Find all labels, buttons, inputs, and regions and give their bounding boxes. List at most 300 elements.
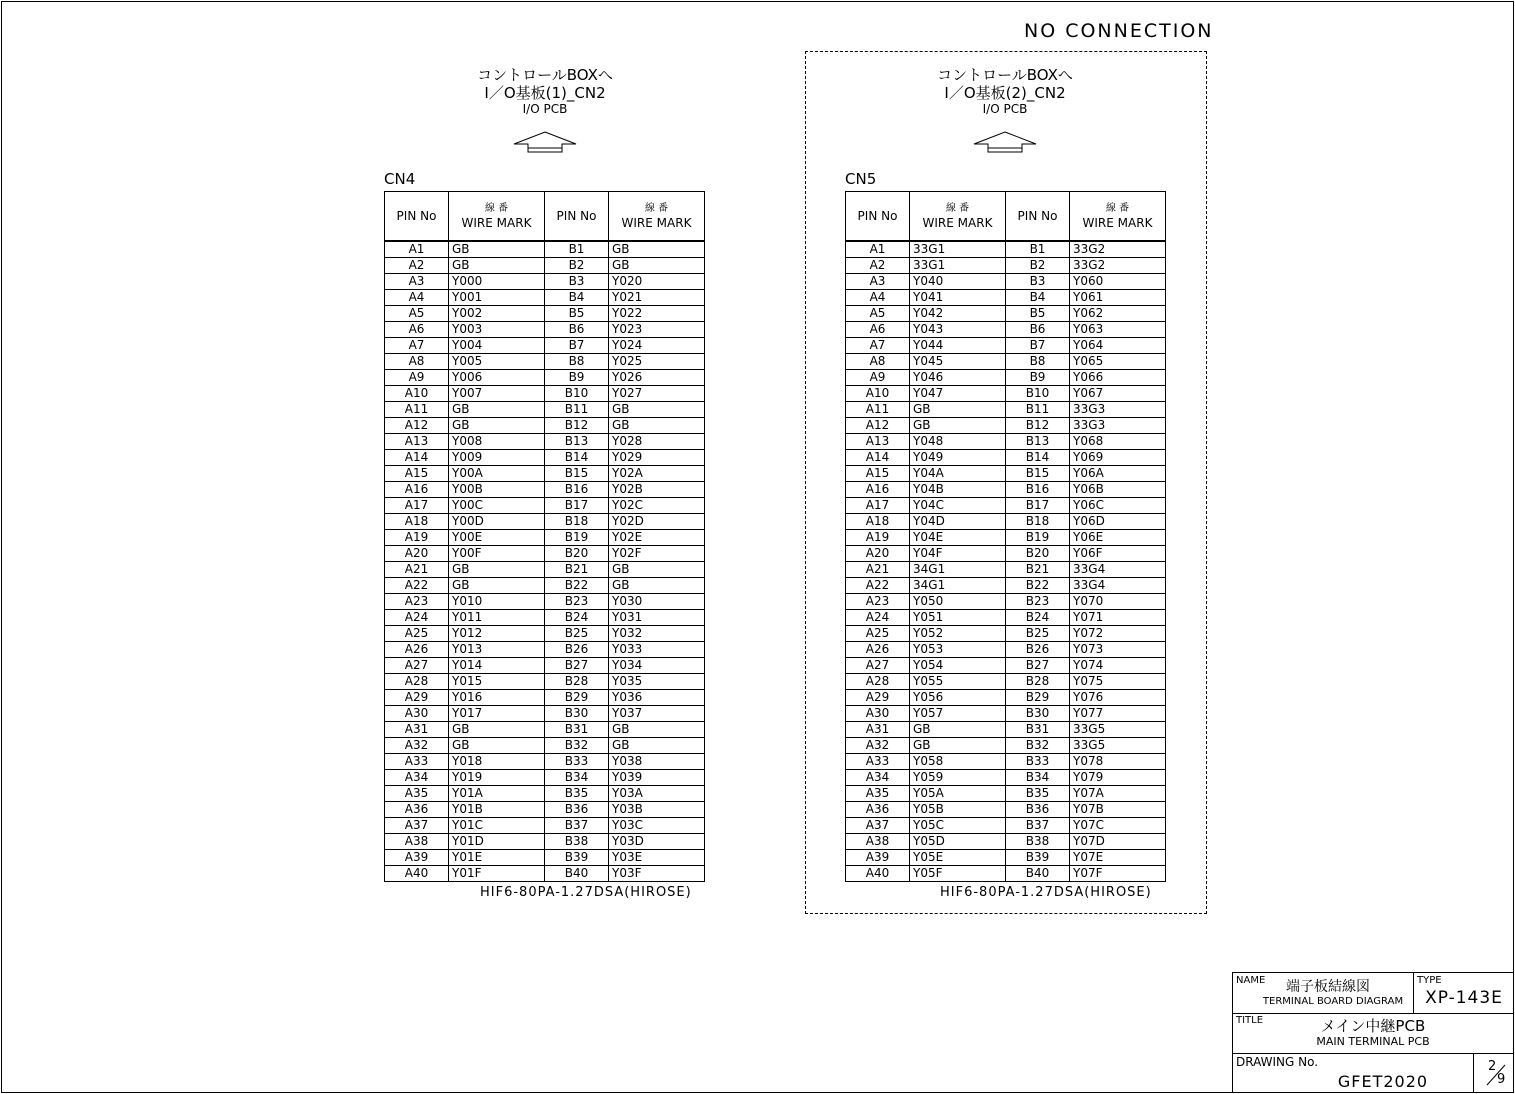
pin-b-cell: B14 (545, 450, 609, 466)
pin-a-cell: A12 (385, 418, 449, 434)
table-row (846, 402, 1166, 418)
left-header-jp: コントロールBOXへ (477, 66, 613, 84)
table-row (385, 258, 705, 274)
wire-mark-b-cell: Y072 (1070, 626, 1166, 642)
wire-mark-a-cell: Y00E (449, 530, 545, 546)
pin-a-cell: A11 (385, 402, 449, 418)
wire-mark-b-cell: Y077 (1070, 706, 1166, 722)
wire-mark-a-cell: Y004 (449, 338, 545, 354)
pin-a-cell: A8 (385, 354, 449, 370)
table-row (385, 450, 705, 466)
wire-mark-a-cell: Y044 (910, 338, 1006, 354)
wire-mark-a-cell: 34G1 (910, 578, 1006, 594)
wire-mark-b-cell: Y03A (609, 786, 705, 802)
wire-mark-b-cell: Y037 (609, 706, 705, 722)
pin-b-cell: B15 (545, 466, 609, 482)
pin-a-cell: A28 (385, 674, 449, 690)
wire-mark-a-cell: GB (910, 738, 1006, 754)
left-header-board: I／O基板(1)_CN2 (484, 84, 606, 102)
wire-mark-a-cell: Y011 (449, 610, 545, 626)
table-row (385, 770, 705, 786)
wire-mark-b-cell: Y025 (609, 354, 705, 370)
wire-mark-a-cell: Y05C (910, 818, 1006, 834)
wire-mark-a-cell: Y054 (910, 658, 1006, 674)
left-col-pin-b: PIN No (545, 192, 609, 242)
wire-mark-a-cell: GB (449, 722, 545, 738)
table-row (385, 802, 705, 818)
pin-b-cell: B9 (1006, 370, 1070, 386)
wire-mark-b-cell: Y030 (609, 594, 705, 610)
pin-a-cell: A18 (846, 514, 910, 530)
pin-a-cell: A33 (385, 754, 449, 770)
pin-a-cell: A14 (385, 450, 449, 466)
wire-mark-b-cell: Y060 (1070, 274, 1166, 290)
right-header-board: I／O基板(2)_CN2 (944, 84, 1066, 102)
pin-b-cell: B2 (545, 258, 609, 274)
table-row (846, 866, 1166, 882)
pin-b-cell: B22 (1006, 578, 1070, 594)
wire-mark-a-cell: GB (449, 738, 545, 754)
pin-b-cell: B5 (545, 306, 609, 322)
pin-a-cell: A39 (385, 850, 449, 866)
wire-mark-b-cell: Y069 (1070, 450, 1166, 466)
wire-mark-a-cell: Y003 (449, 322, 545, 338)
table-row (846, 434, 1166, 450)
table-row (385, 642, 705, 658)
pin-b-cell: B28 (545, 674, 609, 690)
wire-mark-a-cell: Y005 (449, 354, 545, 370)
wire-mark-a-cell: Y013 (449, 642, 545, 658)
pin-a-cell: A31 (846, 722, 910, 738)
wire-mark-b-cell: Y06F (1070, 546, 1166, 562)
pin-a-cell: A40 (385, 866, 449, 882)
pin-b-cell: B31 (545, 722, 609, 738)
pin-b-cell: B33 (545, 754, 609, 770)
wire-mark-a-cell: Y01A (449, 786, 545, 802)
table-row (846, 274, 1166, 290)
wire-mark-b-cell: 33G2 (1070, 258, 1166, 274)
wire-mark-b-cell: Y033 (609, 642, 705, 658)
pin-a-cell: A21 (385, 562, 449, 578)
pin-a-cell: A25 (846, 626, 910, 642)
pin-b-cell: B17 (545, 498, 609, 514)
pin-a-cell: A16 (846, 482, 910, 498)
table-row (846, 530, 1166, 546)
table-row (385, 834, 705, 850)
wire-mark-a-cell: Y050 (910, 594, 1006, 610)
wire-mark-b-cell: Y029 (609, 450, 705, 466)
pin-b-cell: B12 (545, 418, 609, 434)
pin-a-cell: A36 (385, 802, 449, 818)
table-row (385, 690, 705, 706)
wire-mark-b-cell: Y03F (609, 866, 705, 882)
table-row (385, 626, 705, 642)
wire-mark-b-cell: Y065 (1070, 354, 1166, 370)
wire-mark-a-cell: GB (449, 562, 545, 578)
wire-mark-a-cell: Y015 (449, 674, 545, 690)
pin-a-cell: A18 (385, 514, 449, 530)
wire-mark-a-cell: Y04D (910, 514, 1006, 530)
pin-b-cell: B27 (545, 658, 609, 674)
table-row (385, 866, 705, 882)
pin-b-cell: B17 (1006, 498, 1070, 514)
pin-a-cell: A38 (846, 834, 910, 850)
wire-mark-a-cell: Y002 (449, 306, 545, 322)
table-row (846, 546, 1166, 562)
wire-mark-a-cell: Y05D (910, 834, 1006, 850)
right-header (905, 66, 1105, 117)
wire-mark-b-cell: 33G3 (1070, 418, 1166, 434)
no-connection-label: NO CONNECTION (1024, 20, 1214, 42)
pin-b-cell: B26 (1006, 642, 1070, 658)
wire-mark-b-cell: Y027 (609, 386, 705, 402)
wire-mark-a-cell: GB (449, 241, 545, 258)
table-row (846, 834, 1166, 850)
pin-a-cell: A6 (846, 322, 910, 338)
wire-mark-a-cell: Y041 (910, 290, 1006, 306)
pin-a-cell: A4 (846, 290, 910, 306)
wire-mark-a-cell: Y00C (449, 498, 545, 514)
pin-b-cell: B25 (1006, 626, 1070, 642)
wire-mark-b-cell: Y03D (609, 834, 705, 850)
pin-b-cell: B37 (545, 818, 609, 834)
right-header-pcb: I/O PCB (982, 102, 1028, 116)
wire-mark-b-cell: Y06C (1070, 498, 1166, 514)
wire-mark-b-cell: Y06A (1070, 466, 1166, 482)
wire-mark-b-cell: Y066 (1070, 370, 1166, 386)
wire-mark-a-cell: Y056 (910, 690, 1006, 706)
pin-a-cell: A35 (385, 786, 449, 802)
pin-b-cell: B34 (545, 770, 609, 786)
pin-b-cell: B1 (1006, 241, 1070, 258)
wire-mark-b-cell: 33G5 (1070, 738, 1166, 754)
wire-mark-a-cell: Y045 (910, 354, 1006, 370)
pin-a-cell: A22 (846, 578, 910, 594)
pin-b-cell: B38 (1006, 834, 1070, 850)
table-row (385, 338, 705, 354)
wire-mark-a-cell: Y00F (449, 546, 545, 562)
pin-b-cell: B3 (545, 274, 609, 290)
wire-mark-b-cell: Y020 (609, 274, 705, 290)
pin-b-cell: B4 (1006, 290, 1070, 306)
table-row (846, 450, 1166, 466)
table-row (846, 594, 1166, 610)
pin-b-cell: B16 (545, 482, 609, 498)
left-col-pin-a: PIN No (385, 192, 449, 242)
wire-mark-a-cell: Y008 (449, 434, 545, 450)
pin-a-cell: A4 (385, 290, 449, 306)
wire-mark-a-cell: Y05F (910, 866, 1006, 882)
pin-a-cell: A32 (846, 738, 910, 754)
name-jp: 端子板結線図 (1286, 979, 1370, 995)
pin-b-cell: B35 (1006, 786, 1070, 802)
pin-a-cell: A5 (385, 306, 449, 322)
pin-b-cell: B24 (1006, 610, 1070, 626)
pin-a-cell: A15 (385, 466, 449, 482)
wire-mark-a-cell: Y00B (449, 482, 545, 498)
table-row (846, 722, 1166, 738)
wire-mark-b-cell: Y079 (1070, 770, 1166, 786)
wire-mark-b-cell: Y068 (1070, 434, 1166, 450)
wire-mark-a-cell: Y05E (910, 850, 1006, 866)
right-col-pin-b: PIN No (1006, 192, 1070, 242)
wire-mark-a-cell: Y01B (449, 802, 545, 818)
wire-mark-b-cell: Y071 (1070, 610, 1166, 626)
table-row (846, 802, 1166, 818)
wire-mark-b-cell: GB (609, 258, 705, 274)
table-row (846, 258, 1166, 274)
wire-mark-b-cell: Y073 (1070, 642, 1166, 658)
wire-mark-a-cell: Y01C (449, 818, 545, 834)
pin-a-cell: A20 (385, 546, 449, 562)
table-row (846, 498, 1166, 514)
wire-mark-a-cell: Y057 (910, 706, 1006, 722)
title-en: MAIN TERMINAL PCB (1316, 1035, 1430, 1048)
pin-b-cell: B33 (1006, 754, 1070, 770)
table-row (846, 482, 1166, 498)
pin-b-cell: B28 (1006, 674, 1070, 690)
wire-mark-b-cell: Y070 (1070, 594, 1166, 610)
pin-a-cell: A14 (846, 450, 910, 466)
table-row (385, 546, 705, 562)
table-row (846, 706, 1166, 722)
pin-b-cell: B10 (1006, 386, 1070, 402)
pin-b-cell: B1 (545, 241, 609, 258)
wire-mark-b-cell: Y07C (1070, 818, 1166, 834)
wire-mark-b-cell: Y036 (609, 690, 705, 706)
right-cn-label: CN5 (845, 170, 877, 188)
pin-a-cell: A1 (385, 241, 449, 258)
pin-a-cell: A35 (846, 786, 910, 802)
table-row (385, 674, 705, 690)
wire-mark-a-cell: Y04A (910, 466, 1006, 482)
wire-mark-a-cell: Y019 (449, 770, 545, 786)
right-col-mark-b: 線 番 WIRE MARK (1070, 192, 1166, 242)
pin-a-cell: A26 (385, 642, 449, 658)
pin-a-cell: A13 (846, 434, 910, 450)
table-row (846, 241, 1166, 258)
pin-a-cell: A34 (846, 770, 910, 786)
right-col-mark-a: 線 番 WIRE MARK (910, 192, 1006, 242)
pin-a-cell: A27 (385, 658, 449, 674)
wire-mark-a-cell: Y014 (449, 658, 545, 674)
pin-a-cell: A24 (846, 610, 910, 626)
pin-b-cell: B4 (545, 290, 609, 306)
pin-b-cell: B30 (545, 706, 609, 722)
table-row (846, 674, 1166, 690)
table-row (846, 738, 1166, 754)
wire-mark-b-cell: GB (609, 562, 705, 578)
pin-b-cell: B7 (545, 338, 609, 354)
wire-mark-a-cell: 33G1 (910, 241, 1006, 258)
wire-mark-b-cell: 33G5 (1070, 722, 1166, 738)
pin-b-cell: B25 (545, 626, 609, 642)
wire-mark-b-cell: Y03B (609, 802, 705, 818)
wire-mark-a-cell: 33G1 (910, 258, 1006, 274)
title-jp: メイン中継PCB (1320, 1017, 1426, 1035)
table-row (846, 370, 1166, 386)
wire-mark-b-cell: GB (609, 241, 705, 258)
wire-mark-b-cell: GB (609, 722, 705, 738)
pin-b-cell: B24 (545, 610, 609, 626)
right-arrow-up-icon (972, 130, 1038, 154)
pin-b-cell: B11 (1006, 402, 1070, 418)
wire-mark-b-cell: 33G4 (1070, 578, 1166, 594)
pin-a-cell: A6 (385, 322, 449, 338)
left-table-header (385, 192, 705, 242)
wire-mark-b-cell: Y02E (609, 530, 705, 546)
table-row (846, 514, 1166, 530)
type-label: TYPE (1417, 975, 1442, 986)
table-row (385, 482, 705, 498)
pin-b-cell: B23 (1006, 594, 1070, 610)
wire-mark-b-cell: Y07D (1070, 834, 1166, 850)
table-row (385, 738, 705, 754)
pin-b-cell: B39 (545, 850, 609, 866)
wire-mark-a-cell: GB (449, 402, 545, 418)
wire-mark-a-cell: 34G1 (910, 562, 1006, 578)
wire-mark-a-cell: Y058 (910, 754, 1006, 770)
table-row (846, 850, 1166, 866)
wire-mark-a-cell: Y009 (449, 450, 545, 466)
wire-mark-b-cell: Y064 (1070, 338, 1166, 354)
wire-mark-a-cell: GB (910, 402, 1006, 418)
type-value: XP-143E (1425, 988, 1503, 1008)
pin-a-cell: A37 (385, 818, 449, 834)
wire-mark-b-cell: GB (609, 578, 705, 594)
wire-mark-b-cell: Y063 (1070, 322, 1166, 338)
table-row (385, 562, 705, 578)
wire-mark-b-cell: Y062 (1070, 306, 1166, 322)
table-row (846, 418, 1166, 434)
table-row (385, 370, 705, 386)
pin-b-cell: B6 (1006, 322, 1070, 338)
wire-mark-b-cell: Y02A (609, 466, 705, 482)
pin-b-cell: B26 (545, 642, 609, 658)
pin-a-cell: A30 (385, 706, 449, 722)
drawing-label: DRAWING No. (1236, 1055, 1319, 1069)
sheet-number: 2 (1488, 1059, 1497, 1074)
pin-b-cell: B20 (545, 546, 609, 562)
left-arrow-up-icon (512, 130, 578, 154)
wire-mark-b-cell: Y076 (1070, 690, 1166, 706)
pin-b-cell: B29 (1006, 690, 1070, 706)
pin-b-cell: B31 (1006, 722, 1070, 738)
pin-a-cell: A21 (846, 562, 910, 578)
pin-a-cell: A37 (846, 818, 910, 834)
table-row (385, 290, 705, 306)
wire-mark-a-cell: Y04B (910, 482, 1006, 498)
table-row (846, 642, 1166, 658)
left-header-pcb: I/O PCB (522, 102, 568, 116)
title-block (1232, 972, 1513, 1092)
pin-b-cell: B7 (1006, 338, 1070, 354)
pin-a-cell: A17 (846, 498, 910, 514)
table-row (846, 562, 1166, 578)
table-row (385, 850, 705, 866)
name-en: TERMINAL BOARD DIAGRAM (1262, 996, 1404, 1007)
table-row (385, 402, 705, 418)
table-row (385, 786, 705, 802)
pin-a-cell: A8 (846, 354, 910, 370)
pin-b-cell: B15 (1006, 466, 1070, 482)
wire-mark-b-cell: 33G3 (1070, 402, 1166, 418)
wire-mark-a-cell: Y043 (910, 322, 1006, 338)
pin-a-cell: A26 (846, 642, 910, 658)
pin-a-cell: A20 (846, 546, 910, 562)
table-row (385, 386, 705, 402)
wire-mark-b-cell: Y031 (609, 610, 705, 626)
wire-mark-b-cell: Y038 (609, 754, 705, 770)
table-row (385, 610, 705, 626)
wire-mark-a-cell: Y04C (910, 498, 1006, 514)
pin-a-cell: A34 (385, 770, 449, 786)
table-row (846, 658, 1166, 674)
pin-b-cell: B6 (545, 322, 609, 338)
wire-mark-a-cell: Y006 (449, 370, 545, 386)
wire-mark-a-cell: Y042 (910, 306, 1006, 322)
left-cn-label: CN4 (384, 170, 416, 188)
pin-b-cell: B14 (1006, 450, 1070, 466)
pin-a-cell: A10 (846, 386, 910, 402)
pin-a-cell: A27 (846, 658, 910, 674)
table-row (846, 786, 1166, 802)
pin-a-cell: A1 (846, 241, 910, 258)
pin-b-cell: B11 (545, 402, 609, 418)
pin-a-cell: A23 (385, 594, 449, 610)
wire-mark-a-cell: GB (910, 722, 1006, 738)
pin-a-cell: A30 (846, 706, 910, 722)
table-row (385, 514, 705, 530)
pin-b-cell: B37 (1006, 818, 1070, 834)
wire-mark-b-cell: Y061 (1070, 290, 1166, 306)
wire-mark-b-cell: Y067 (1070, 386, 1166, 402)
table-row (846, 466, 1166, 482)
pin-a-cell: A40 (846, 866, 910, 882)
table-row (385, 418, 705, 434)
wire-mark-a-cell: Y047 (910, 386, 1006, 402)
table-row (385, 658, 705, 674)
right-table-header (846, 192, 1166, 242)
pin-a-cell: A36 (846, 802, 910, 818)
wire-mark-a-cell: Y01E (449, 850, 545, 866)
pin-b-cell: B23 (545, 594, 609, 610)
pin-a-cell: A29 (846, 690, 910, 706)
table-row (385, 706, 705, 722)
wire-mark-a-cell: Y053 (910, 642, 1006, 658)
wire-mark-a-cell: Y04F (910, 546, 1006, 562)
wire-mark-b-cell: Y032 (609, 626, 705, 642)
pin-a-cell: A15 (846, 466, 910, 482)
table-row (385, 274, 705, 290)
wire-mark-b-cell: Y02B (609, 482, 705, 498)
pin-a-cell: A3 (846, 274, 910, 290)
pin-b-cell: B29 (545, 690, 609, 706)
table-row (385, 434, 705, 450)
pin-b-cell: B13 (545, 434, 609, 450)
pin-b-cell: B2 (1006, 258, 1070, 274)
pin-a-cell: A7 (846, 338, 910, 354)
table-row (846, 306, 1166, 322)
wire-mark-b-cell: Y07A (1070, 786, 1166, 802)
pin-a-cell: A5 (846, 306, 910, 322)
left-header (445, 66, 645, 117)
pin-b-cell: B8 (1006, 354, 1070, 370)
pin-b-cell: B21 (545, 562, 609, 578)
pin-a-cell: A22 (385, 578, 449, 594)
table-row (846, 626, 1166, 642)
pin-b-cell: B10 (545, 386, 609, 402)
